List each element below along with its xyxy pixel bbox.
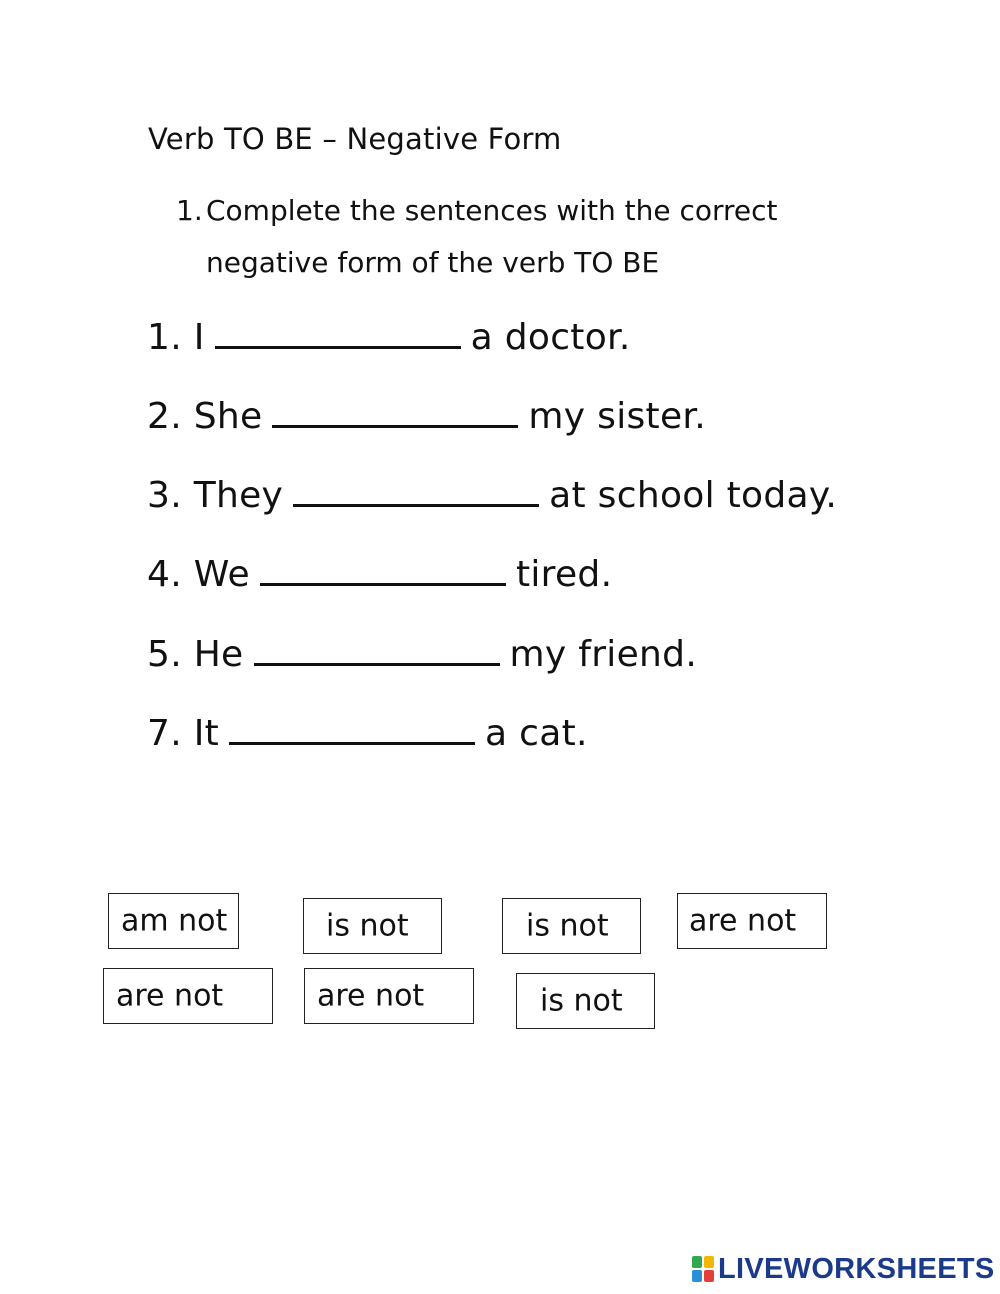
word-tile-label: is not xyxy=(526,908,609,944)
word-tile-label: are not xyxy=(116,978,224,1014)
word-tile[interactable] xyxy=(303,898,442,954)
sentence-2 xyxy=(147,395,706,437)
logo-grid-icon xyxy=(692,1256,714,1282)
word-tile[interactable] xyxy=(502,898,641,954)
sentence-start: 7. It xyxy=(147,713,220,754)
instruction-line-1: Complete the sentences with the correct xyxy=(206,194,778,227)
word-tile-label: are not xyxy=(689,903,797,939)
word-tile[interactable] xyxy=(103,968,273,1024)
sentence-end: my sister. xyxy=(528,396,706,437)
sentence-start: 4. We xyxy=(147,554,250,595)
sentence-start: 3. They xyxy=(147,475,284,516)
liveworksheets-logo xyxy=(692,1252,995,1286)
sentence-end: tired. xyxy=(515,554,613,595)
word-tile[interactable] xyxy=(108,893,239,949)
logo-square-yellow xyxy=(704,1256,714,1268)
instruction-number: 1. xyxy=(176,194,203,227)
answer-blank[interactable] xyxy=(229,712,475,745)
answer-blank[interactable] xyxy=(272,395,518,428)
sentence-3 xyxy=(147,474,837,516)
answer-blank[interactable] xyxy=(260,553,506,586)
sentence-end: a cat. xyxy=(485,713,588,754)
word-tile[interactable] xyxy=(304,968,474,1024)
logo-square-red xyxy=(704,1270,714,1282)
word-tile-label: am not xyxy=(121,903,228,939)
word-tile[interactable] xyxy=(677,893,827,949)
answer-blank[interactable] xyxy=(293,474,539,507)
instruction-line-2: negative form of the verb TO BE xyxy=(206,246,660,279)
sentence-end: my friend. xyxy=(509,634,698,675)
word-tile[interactable] xyxy=(516,973,655,1029)
word-tile-label: is not xyxy=(326,908,409,944)
word-tile-label: are not xyxy=(317,978,425,1014)
sentence-start: 5. He xyxy=(147,634,244,675)
sentence-6 xyxy=(147,712,588,754)
logo-text: LIVEWORKSHEETS xyxy=(718,1252,995,1285)
logo-square-blue xyxy=(692,1270,702,1282)
sentence-start: 1. I xyxy=(147,317,205,358)
sentence-5 xyxy=(147,633,697,675)
sentence-start: 2. She xyxy=(147,396,263,437)
sentence-4 xyxy=(147,553,612,595)
sentence-end: a doctor. xyxy=(470,317,631,358)
page-title: Verb TO BE – Negative Form xyxy=(148,122,562,156)
logo-square-green xyxy=(692,1256,702,1268)
sentence-end: at school today. xyxy=(549,475,838,516)
word-tile-label: is not xyxy=(540,983,623,1019)
answer-blank[interactable] xyxy=(254,633,500,666)
answer-blank[interactable] xyxy=(215,316,461,349)
sentence-1 xyxy=(147,316,631,358)
